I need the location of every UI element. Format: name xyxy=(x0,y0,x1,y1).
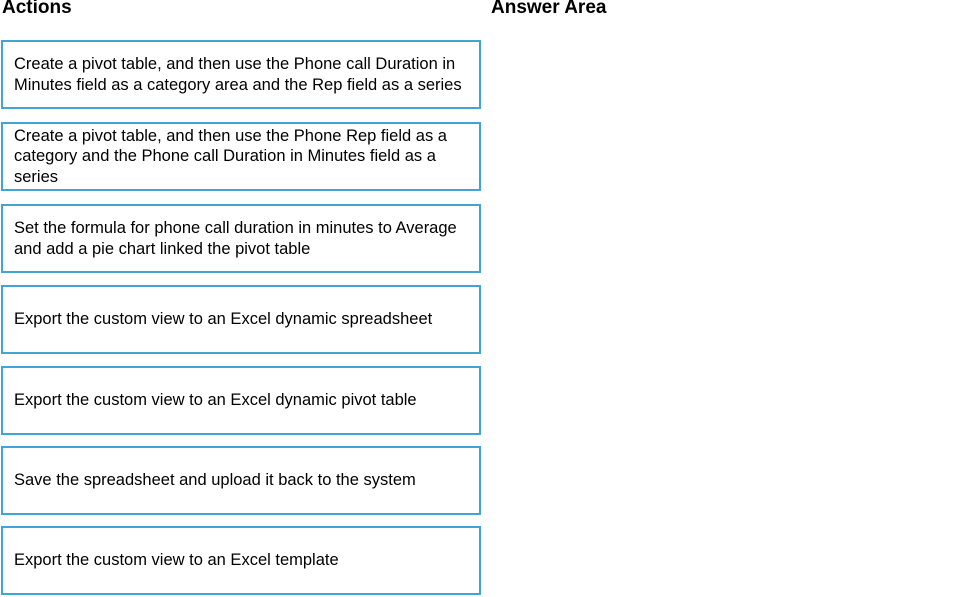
action-item-label: Export the custom view to an Excel dynamic pivot table xyxy=(14,391,417,410)
actions-heading: Actions xyxy=(2,0,72,18)
action-item-label: Set the formula for phone call duration in minutes to Average and add a pie chart linked the pivot table xyxy=(14,219,457,258)
action-item-label: Create a pivot table, and then use the Phone Rep field as a category and the Phone call Duration in Minutes field as a series xyxy=(14,126,447,186)
action-item-label: Save the spreadsheet and upload it back to the system xyxy=(14,471,416,490)
action-item-export-template[interactable] xyxy=(1,526,481,595)
action-item-label: Export the custom view to an Excel dynamic spreadsheet xyxy=(14,310,433,329)
action-item-average-pie-chart[interactable] xyxy=(1,204,481,273)
action-item-export-dynamic-pivot-table[interactable] xyxy=(1,366,481,435)
action-item-pivot-duration-category[interactable] xyxy=(1,40,481,109)
action-item-save-and-upload[interactable] xyxy=(1,446,481,515)
action-item-pivot-rep-category[interactable] xyxy=(1,122,481,191)
action-item-export-dynamic-spreadsheet[interactable] xyxy=(1,285,481,354)
answer-area-heading: Answer Area xyxy=(491,0,607,18)
action-item-label: Create a pivot table, and then use the Phone call Duration in Minutes field as a category area and the Rep field as a series xyxy=(14,55,462,94)
answer-area-dropzone[interactable] xyxy=(491,30,961,590)
action-item-label: Export the custom view to an Excel template xyxy=(14,551,339,570)
